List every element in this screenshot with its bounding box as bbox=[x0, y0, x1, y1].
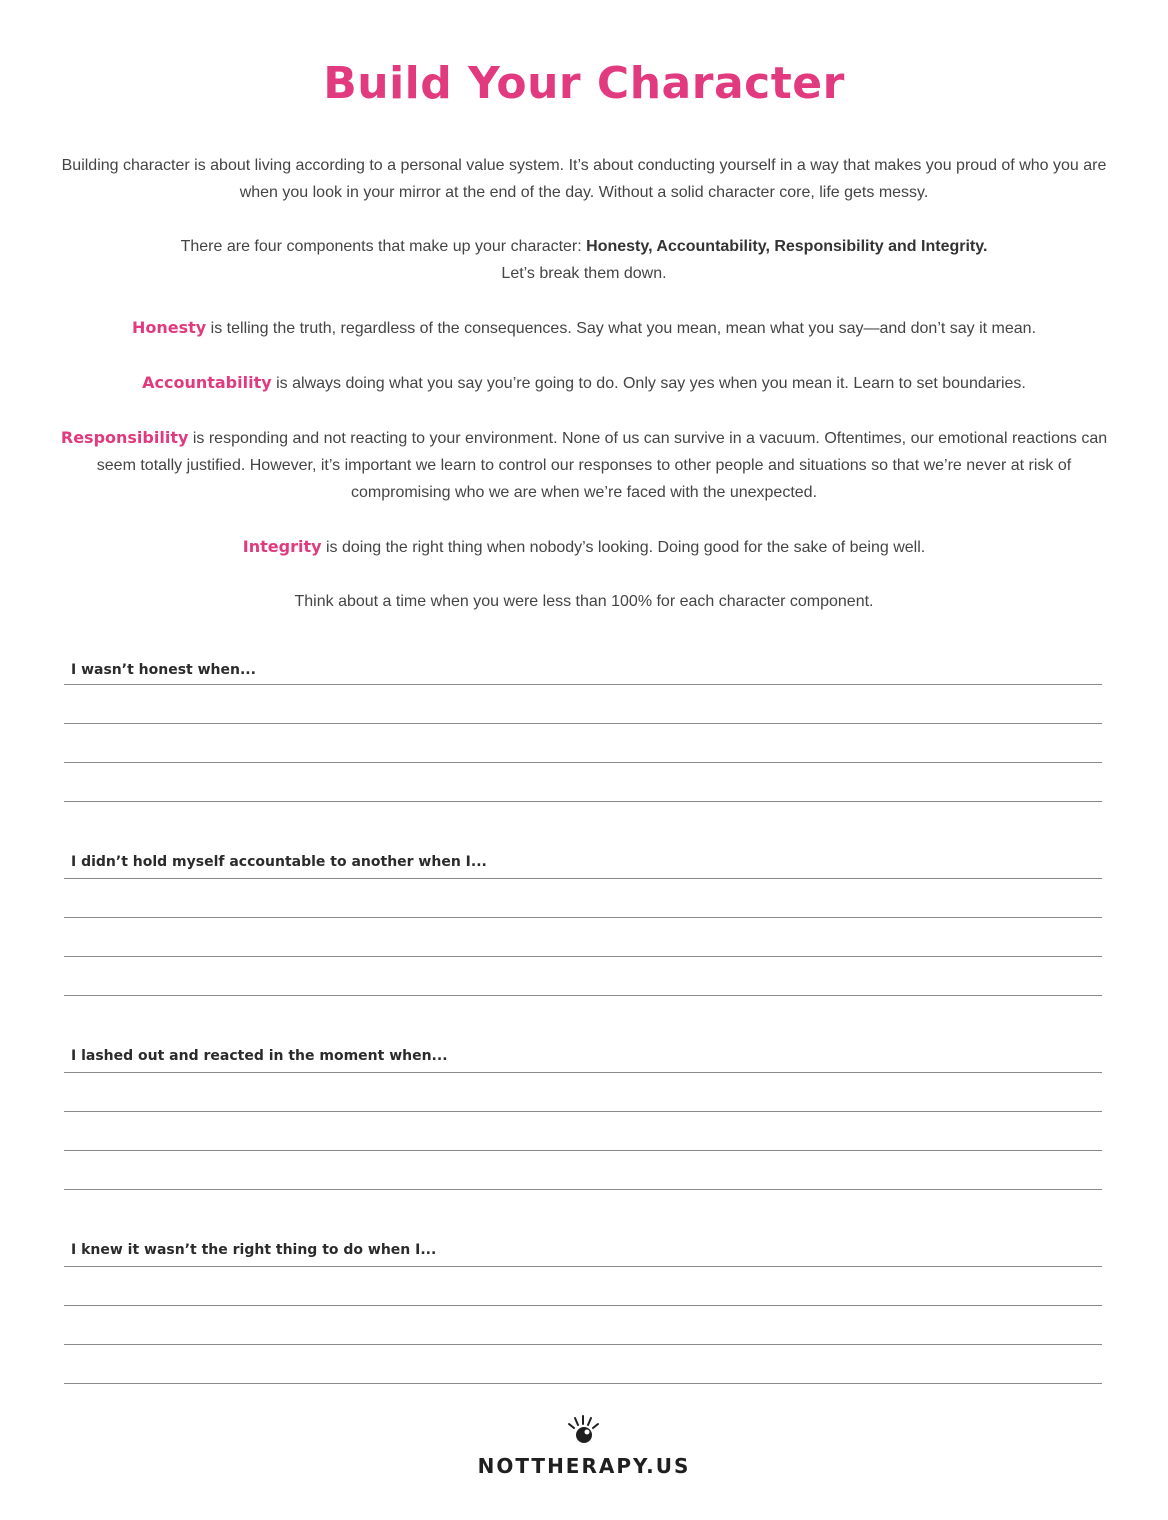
writing-line[interactable] bbox=[64, 1344, 1102, 1345]
writing-line[interactable] bbox=[64, 917, 1102, 918]
writing-line[interactable] bbox=[64, 684, 1102, 685]
components-paragraph bbox=[60, 233, 1108, 287]
components-lead: There are four components that make up your character: bbox=[180, 238, 587, 255]
writing-line[interactable] bbox=[64, 1150, 1102, 1151]
term-integrity: Integrity bbox=[242, 537, 322, 556]
writing-line[interactable] bbox=[64, 878, 1102, 879]
writing-line[interactable] bbox=[64, 801, 1102, 802]
prompt-label: I didn’t hold myself accountable to another when I... bbox=[71, 854, 487, 870]
definition-text: is responding and not reacting to your environment. None of us can survive in a vacuum. Oftentimes, our emotional reactions can seem totally justified. However, it’s important we learn to control our responses to other people and situations so that we’re never at risk of compromising who we are when we’re faced with the unexpected. bbox=[96, 430, 1108, 501]
definition-text: is doing the right thing when nobody’s looking. Doing good for the sake of being well. bbox=[321, 539, 926, 556]
writing-line[interactable] bbox=[64, 1305, 1102, 1306]
term-accountability: Accountability bbox=[142, 373, 272, 392]
prompt-label: I lashed out and reacted in the moment when... bbox=[71, 1048, 448, 1064]
definition-text: is telling the truth, regardless of the consequences. Say what you mean, mean what you say—and don’t say it mean. bbox=[206, 320, 1037, 337]
page-title: Build Your Character bbox=[323, 58, 845, 109]
intro-section bbox=[60, 152, 1108, 642]
definition-honesty bbox=[60, 314, 1108, 342]
footer-brand[interactable]: NOTTHERAPY.US bbox=[477, 1454, 691, 1478]
writing-line[interactable] bbox=[64, 1189, 1102, 1190]
term-responsibility: Responsibility bbox=[60, 428, 189, 447]
instruction: Think about a time when you were less than 100% for each character component. bbox=[294, 593, 874, 610]
term-honesty: Honesty bbox=[131, 318, 207, 337]
writing-line[interactable] bbox=[64, 995, 1102, 996]
prompt-label: I wasn’t honest when... bbox=[71, 662, 256, 678]
writing-line[interactable] bbox=[64, 723, 1102, 724]
prompt-label: I knew it wasn’t the right thing to do when I... bbox=[71, 1242, 437, 1258]
components-tail: Let’s break them down. bbox=[501, 265, 667, 282]
definition-accountability bbox=[60, 369, 1108, 397]
eye-with-lashes-icon bbox=[564, 1414, 604, 1446]
writing-line[interactable] bbox=[64, 1111, 1102, 1112]
writing-line[interactable] bbox=[64, 1383, 1102, 1384]
definition-integrity bbox=[60, 533, 1108, 561]
writing-line[interactable] bbox=[64, 762, 1102, 763]
writing-line[interactable] bbox=[64, 956, 1102, 957]
definition-text: is always doing what you say you’re going to do. Only say yes when you mean it. Learn to set boundaries. bbox=[271, 375, 1026, 392]
definition-responsibility bbox=[60, 424, 1108, 506]
writing-line[interactable] bbox=[64, 1266, 1102, 1267]
writing-line[interactable] bbox=[64, 1072, 1102, 1073]
intro-paragraph: Building character is about living according to a personal value system. It’s about conducting yourself in a way that makes you proud of who you are when you look in your mirror at the end of the day. Without a solid character core, life gets messy. bbox=[61, 157, 1107, 201]
components-list: Honesty, Accountability, Responsibility and Integrity. bbox=[586, 238, 988, 255]
